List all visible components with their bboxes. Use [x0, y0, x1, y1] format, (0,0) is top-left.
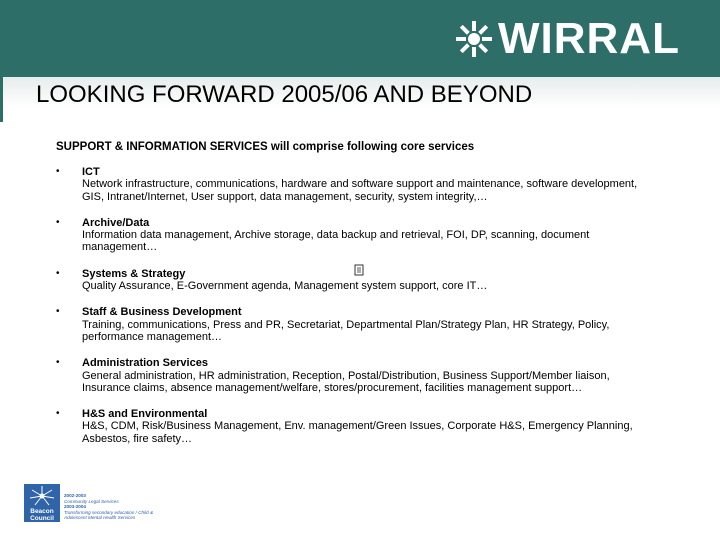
service-title: Archive/Data [82, 216, 150, 229]
award-text: Community Legal Services [64, 498, 119, 504]
beacon-star-icon [24, 484, 60, 508]
service-title: Staff & Business Development [82, 306, 242, 319]
award-year: 2003-2004 [64, 504, 86, 510]
award-text: Transforming secondary education / Child & Adolescent Mental Health Services [64, 509, 154, 521]
service-item-staff-business-development [56, 306, 656, 343]
service-description: General administration, HR administration, Reception, Postal/Distribution, Business Support/Member liaison, Insurance claims, absence management/welfare, stores/procurement, facilities management support… [82, 369, 610, 394]
service-description: Quality Assurance, E-Government agenda, Management system support, core IT… [82, 280, 488, 293]
service-description: H&S, CDM, Risk/Business Management, Env. management/Green Issues, Corporate H&S, Emergency Planning, Asbestos, fire safety… [82, 420, 633, 445]
beacon-awards [64, 493, 174, 521]
document-icon [354, 264, 364, 276]
bullet: • [56, 306, 60, 318]
service-item-hs-environmental [56, 408, 656, 445]
service-title: H&S and Environmental [82, 408, 208, 421]
wirral-logo [454, 14, 680, 64]
bullet: • [56, 357, 60, 369]
service-title: ICT [82, 166, 100, 178]
services-list [56, 166, 656, 459]
bullet: • [56, 166, 60, 177]
bullet: • [56, 267, 60, 279]
wirral-emblem-icon [454, 19, 494, 59]
page-title: LOOKING FORWARD 2005/06 AND BEYOND [36, 81, 533, 108]
service-title: Systems & Strategy [82, 267, 186, 280]
service-item-ict [56, 166, 656, 203]
bullet: • [56, 216, 60, 228]
service-item-administration-services [56, 357, 656, 394]
service-description: Information data management, Archive storage, data backup and retrieval, FOI, DP, scanning, document management… [82, 229, 590, 254]
award-year: 2002-2003 [64, 493, 86, 498]
service-title: Administration Services [82, 357, 208, 370]
beacon-council-label: Beacon Council [30, 508, 54, 522]
service-item-archive-data [56, 217, 656, 254]
intro-text: SUPPORT & INFORMATION SERVICES will comprise following core services [56, 141, 475, 153]
brand-name: WIRRAL [498, 14, 680, 63]
bullet: • [56, 408, 60, 420]
service-description: Network infrastructure, communications, hardware and software support and maintenance, software development, GIS, Intranet/Internet, User support, data management, security, system integrity,… [82, 178, 638, 203]
service-description: Training, communications, Press and PR, Secretariat, Departmental Plan/Strategy Plan, HR Strategy, Policy, performance management… [82, 318, 610, 343]
